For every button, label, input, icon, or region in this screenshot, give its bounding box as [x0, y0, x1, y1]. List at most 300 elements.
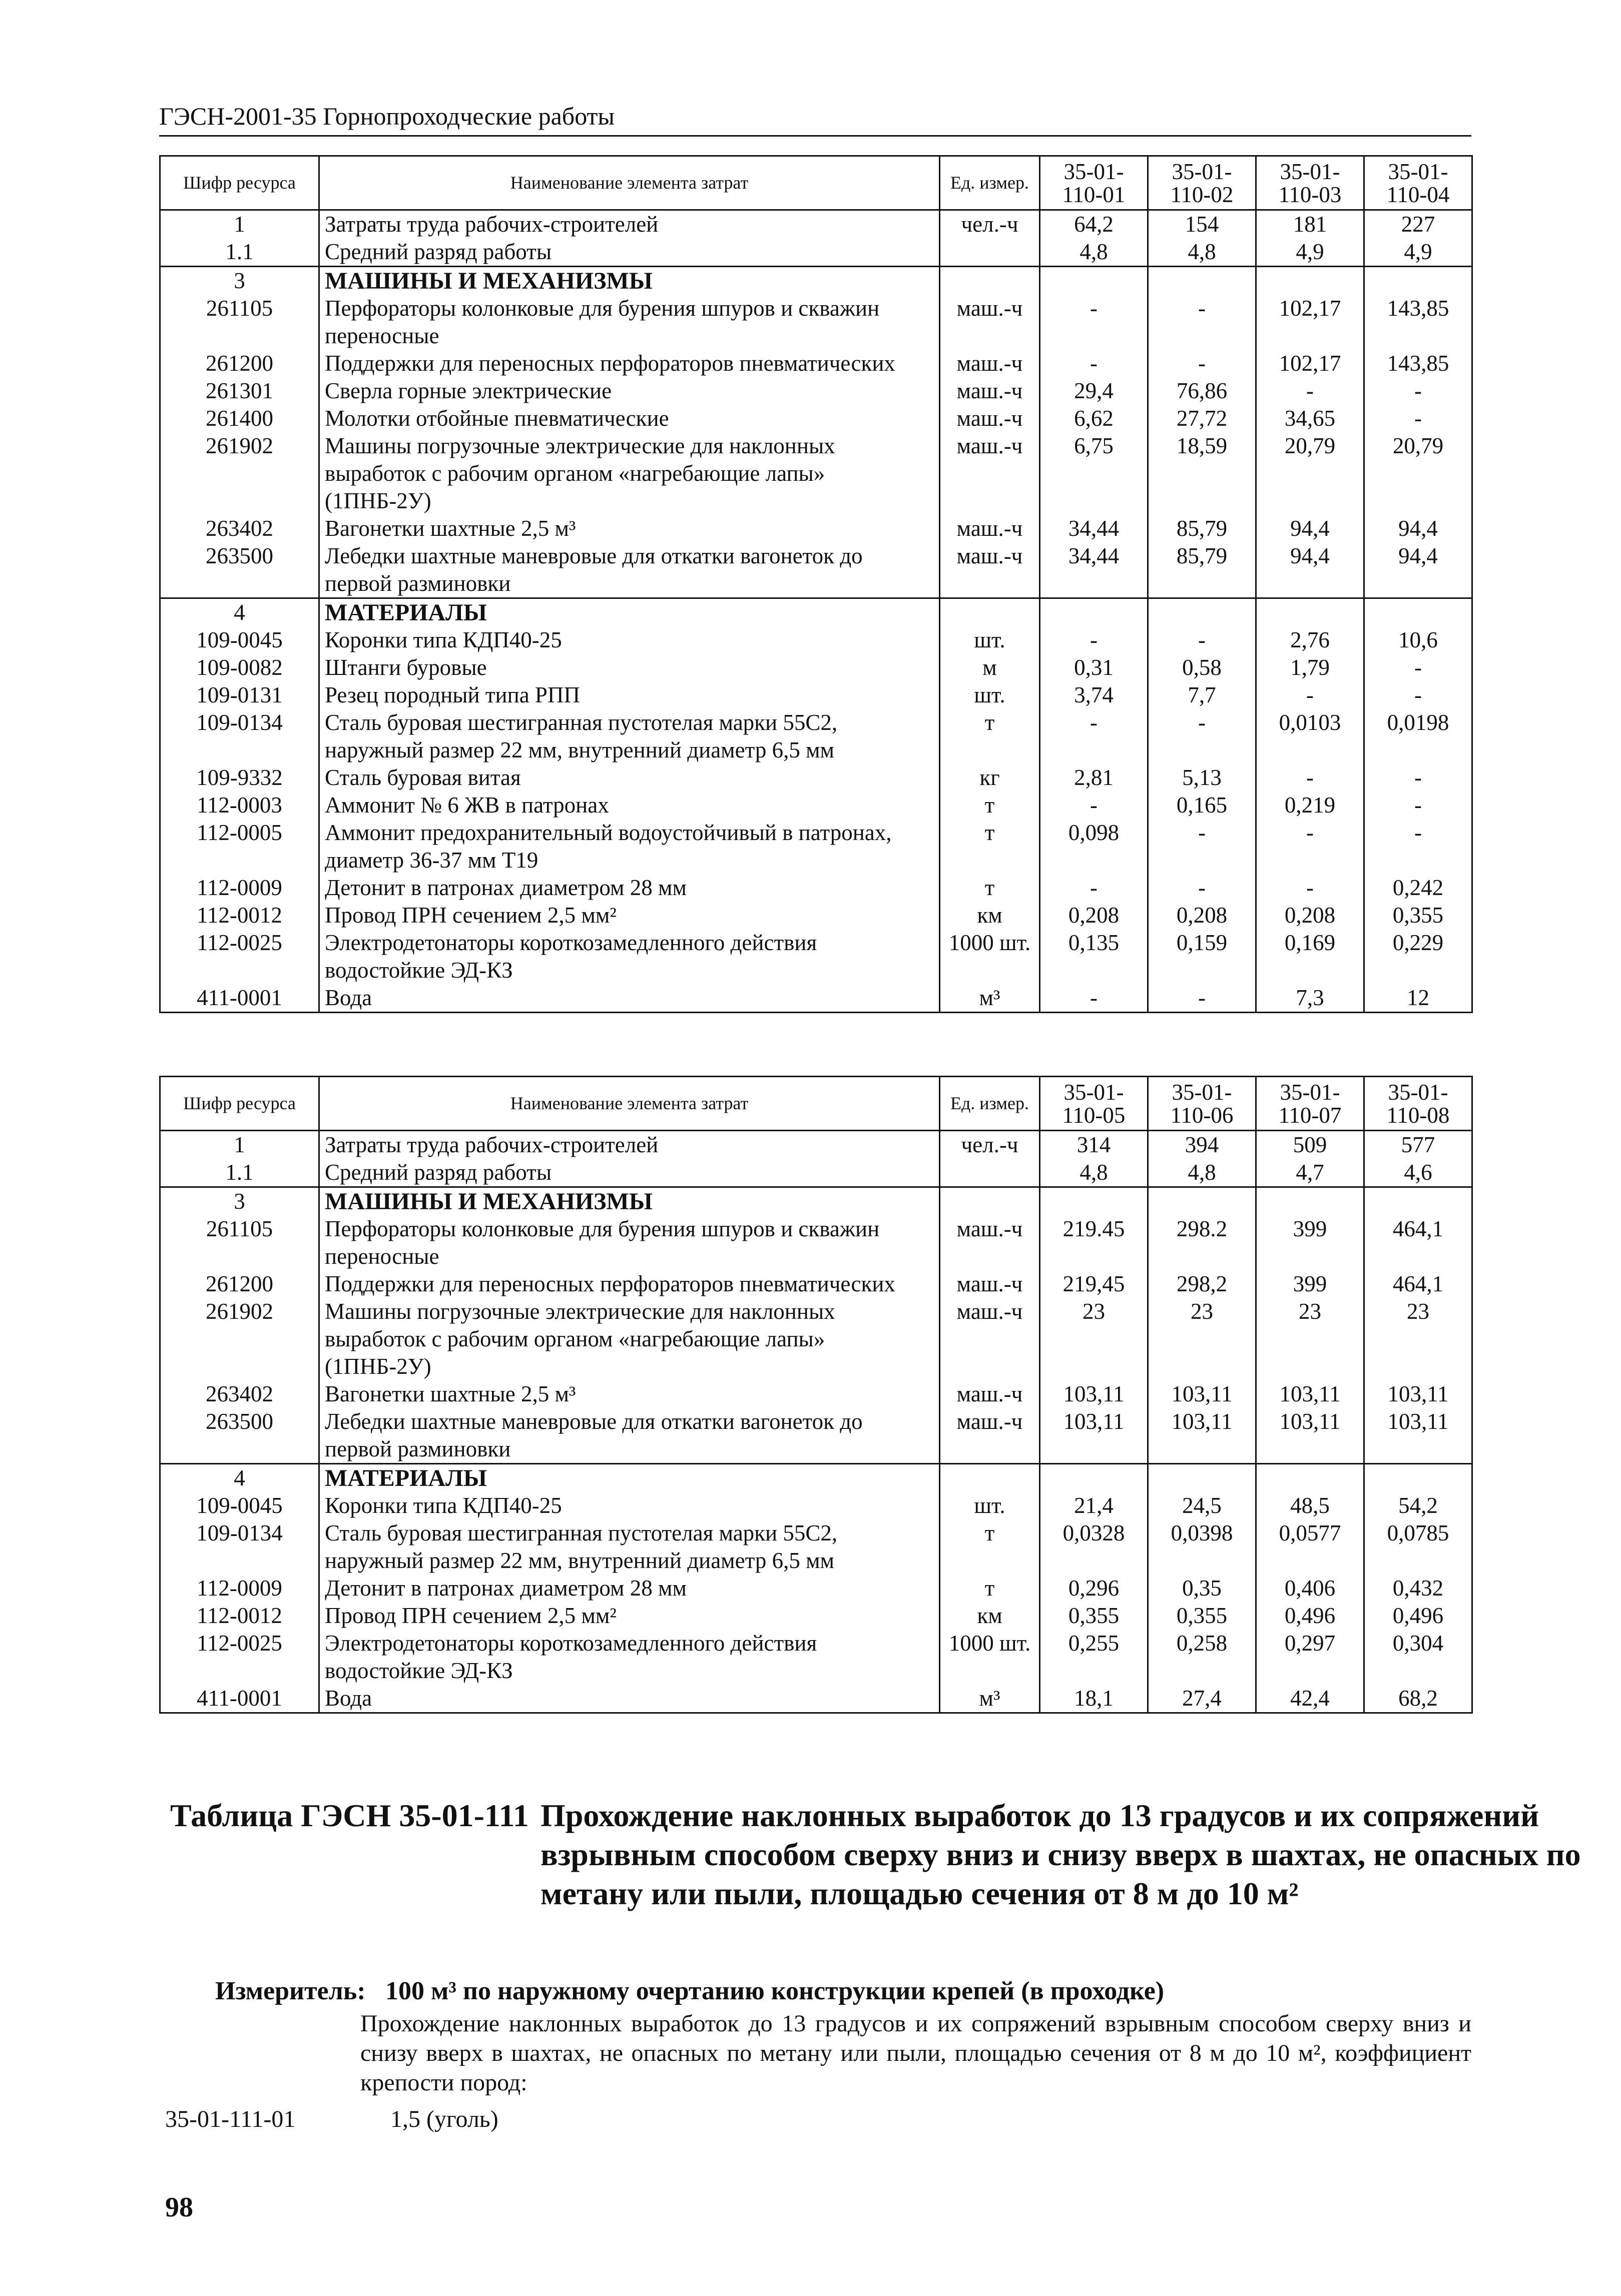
resource-value: 464,1: [1364, 1270, 1472, 1298]
resource-value: 85,79: [1148, 542, 1256, 598]
resource-name: Коронки типа КДП40-25: [319, 626, 940, 654]
resource-value: 314: [1040, 1131, 1148, 1159]
resource-unit: м³: [940, 1685, 1040, 1713]
resource-name: Машины погрузочные электрические для наклонных выработок с рабочим органом «нагребающие лапы» (1ПНБ-2У): [319, 432, 940, 515]
resource-value: 0,432: [1364, 1575, 1472, 1602]
resource-value: 298,2: [1148, 1270, 1256, 1298]
table-row: [160, 764, 1472, 792]
col-header-name: Наименование элемента затрат: [319, 1077, 940, 1131]
resource-unit: маш.-ч: [940, 405, 1040, 432]
resource-value: 143,85: [1364, 350, 1472, 377]
resource-value: 2,81: [1040, 764, 1148, 792]
resource-unit: маш.-ч: [940, 377, 1040, 405]
resource-value: 509: [1256, 1131, 1364, 1159]
resource-code: 261902: [160, 432, 319, 515]
resource-value: 4,8: [1040, 238, 1148, 267]
table-1-body: [160, 210, 1472, 1013]
resource-value: 42,4: [1256, 1685, 1364, 1713]
resource-value: -: [1364, 681, 1472, 709]
resource-value: 464,1: [1364, 1215, 1472, 1270]
resource-value: -: [1040, 626, 1148, 654]
resource-value: 154: [1148, 210, 1256, 239]
table-row: [160, 350, 1472, 377]
resource-value: -: [1040, 295, 1148, 350]
resource-value: -: [1040, 984, 1148, 1013]
resource-code: 1.1: [160, 238, 319, 267]
resource-unit: 1000 шт.: [940, 929, 1040, 984]
table-caption-text: Прохождение наклонных выработок до 13 градусов и их сопряжений взрывным способом сверху вниз и снизу вверх в шахтах, не опасных по метану или пыли, площадью сечения от 8 м до 10 м²: [541, 1798, 1581, 1911]
resource-code: 112-0003: [160, 792, 319, 819]
resource-value: -: [1040, 350, 1148, 377]
resource-code: 1: [160, 210, 319, 239]
table-row: [160, 681, 1472, 709]
resource-unit: [940, 1159, 1040, 1187]
resource-value: 0,0198: [1364, 709, 1472, 764]
resource-code: 112-0025: [160, 929, 319, 984]
resource-name: Лебедки шахтные маневровые для откатки вагонеток до первой разминовки: [319, 542, 940, 598]
resource-value: [1148, 598, 1256, 627]
resource-name: Вода: [319, 1685, 940, 1713]
resource-unit: т: [940, 1575, 1040, 1602]
resource-name: Затраты труда рабочих-строителей: [319, 1131, 940, 1159]
resource-value: 4,7: [1256, 1159, 1364, 1187]
resource-value: 143,85: [1364, 295, 1472, 350]
resource-unit: [940, 267, 1040, 295]
resource-value: 0,0398: [1148, 1519, 1256, 1575]
resource-value: 23: [1040, 1298, 1148, 1380]
col-header-rate: 35-01-110-06: [1148, 1077, 1256, 1131]
resource-code: 1.1: [160, 1159, 319, 1187]
resource-name: Поддержки для переносных перфораторов пневматических: [319, 1270, 940, 1298]
resource-name: Затраты труда рабочих-строителей: [319, 210, 940, 239]
resource-value: 34,65: [1256, 405, 1364, 432]
table-row: [160, 626, 1472, 654]
resource-table-2: [159, 1076, 1473, 1714]
resource-code: 261301: [160, 377, 319, 405]
resource-value: 0,208: [1148, 902, 1256, 929]
resource-value: 102,17: [1256, 295, 1364, 350]
col-header-unit: Ед. измер.: [940, 1077, 1040, 1131]
resource-value: 23: [1148, 1298, 1256, 1380]
resource-value: 54,2: [1364, 1492, 1472, 1519]
resource-value: 4,8: [1148, 1159, 1256, 1187]
resource-value: 48,5: [1256, 1492, 1364, 1519]
resource-value: 2,76: [1256, 626, 1364, 654]
resource-value: 219,45: [1040, 1270, 1148, 1298]
resource-value: 103,11: [1364, 1380, 1472, 1408]
resource-value: 0,208: [1040, 902, 1148, 929]
resource-value: 6,62: [1040, 405, 1148, 432]
resource-value: [1364, 598, 1472, 627]
resource-value: 18,1: [1040, 1685, 1148, 1713]
resource-value: 27,4: [1148, 1685, 1256, 1713]
resource-value: 298.2: [1148, 1215, 1256, 1270]
resource-value: 4,9: [1364, 238, 1472, 267]
resource-value: 0,0328: [1040, 1519, 1148, 1575]
resource-name: Вода: [319, 984, 940, 1013]
table-row: [160, 238, 1472, 267]
table-row: [160, 405, 1472, 432]
resource-value: 0,255: [1040, 1630, 1148, 1685]
resource-name: Сталь буровая витая: [319, 764, 940, 792]
section-row: [160, 267, 1472, 295]
resource-value: -: [1040, 709, 1148, 764]
table-row: [160, 432, 1472, 515]
resource-name: Штанги буровые: [319, 654, 940, 681]
resource-value: 0,165: [1148, 792, 1256, 819]
col-header-rate: 35-01-110-05: [1040, 1077, 1148, 1131]
table-row: [160, 377, 1472, 405]
resource-value: 23: [1256, 1298, 1364, 1380]
resource-value: 227: [1364, 210, 1472, 239]
resource-value: 94,4: [1256, 515, 1364, 542]
resource-unit: маш.-ч: [940, 350, 1040, 377]
resource-value: 0,355: [1040, 1602, 1148, 1630]
table-row: [160, 1215, 1472, 1270]
resource-value: 0,208: [1256, 902, 1364, 929]
resource-value: 399: [1256, 1270, 1364, 1298]
col-header-unit: Ед. измер.: [940, 156, 1040, 210]
col-header-rate: 35-01-110-07: [1256, 1077, 1364, 1131]
resource-code: 109-0045: [160, 1492, 319, 1519]
resource-unit: чел.-ч: [940, 210, 1040, 239]
resource-value: 4,8: [1040, 1159, 1148, 1187]
resource-value: 0,31: [1040, 654, 1148, 681]
resource-value: -: [1256, 819, 1364, 874]
table-row: [160, 792, 1472, 819]
resource-code: 263500: [160, 1408, 319, 1464]
resource-code: 109-0082: [160, 654, 319, 681]
table-row: [160, 1380, 1472, 1408]
resource-code: 261200: [160, 1270, 319, 1298]
table-row: [160, 1270, 1472, 1298]
table-row: [160, 654, 1472, 681]
resource-value: 0,0785: [1364, 1519, 1472, 1575]
resource-value: -: [1364, 405, 1472, 432]
resource-unit: т: [940, 792, 1040, 819]
resource-value: 34,44: [1040, 542, 1148, 598]
resource-value: 5,13: [1148, 764, 1256, 792]
resource-value: 0,496: [1256, 1602, 1364, 1630]
resource-code: 109-0134: [160, 1519, 319, 1575]
resource-value: -: [1148, 874, 1256, 902]
table-row: [160, 1630, 1472, 1685]
section-row: [160, 1187, 1472, 1216]
resource-name: Лебедки шахтные маневровые для откатки вагонеток до первой разминовки: [319, 1408, 940, 1464]
resource-code: 411-0001: [160, 1685, 319, 1713]
resource-unit: м: [940, 654, 1040, 681]
table-caption-label: Таблица ГЭСН 35-01-111: [170, 1798, 529, 1833]
resource-name: Вагонетки шахтные 2,5 м³: [319, 515, 940, 542]
resource-value: 0,098: [1040, 819, 1148, 874]
resource-name: Перфораторы колонковые для бурения шпуров и скважин переносные: [319, 295, 940, 350]
table-row: [160, 515, 1472, 542]
resource-unit: [940, 238, 1040, 267]
resource-value: 103,11: [1148, 1380, 1256, 1408]
resource-name: Электродетонаторы короткозамедленного действия водостойкие ЭД-КЗ: [319, 1630, 940, 1685]
resource-value: 24,5: [1148, 1492, 1256, 1519]
resource-code: 263402: [160, 1380, 319, 1408]
table-2-body: [160, 1131, 1472, 1713]
resource-value: 23: [1364, 1298, 1472, 1380]
resource-value: 103,11: [1148, 1408, 1256, 1464]
resource-value: 68,2: [1364, 1685, 1472, 1713]
resource-value: 94,4: [1256, 542, 1364, 598]
resource-value: 219.45: [1040, 1215, 1148, 1270]
resource-value: 0,296: [1040, 1575, 1148, 1602]
resource-unit: [940, 1187, 1040, 1216]
resource-value: [1040, 598, 1148, 627]
resource-unit: м³: [940, 984, 1040, 1013]
section-title: МАТЕРИАЛЫ: [319, 1464, 940, 1492]
resource-value: 0,0577: [1256, 1519, 1364, 1575]
resource-value: 3,74: [1040, 681, 1148, 709]
resource-value: 0,304: [1364, 1630, 1472, 1685]
resource-value: 85,79: [1148, 515, 1256, 542]
measure-label: Измеритель:: [215, 1977, 366, 2005]
resource-name: Перфораторы колонковые для бурения шпуров и скважин переносные: [319, 1215, 940, 1270]
running-header: ГЭСН-2001-35 Горнопроходческие работы: [159, 100, 1471, 137]
resource-value: 103,11: [1040, 1408, 1148, 1464]
resource-value: 399: [1256, 1215, 1364, 1270]
resource-code: 112-0012: [160, 902, 319, 929]
resource-unit: кг: [940, 764, 1040, 792]
resource-name: Сталь буровая шестигранная пустотелая марки 55С2, наружный размер 22 мм, внутренний диаметр 6,5 мм: [319, 709, 940, 764]
resource-unit: км: [940, 1602, 1040, 1630]
resource-code: 112-0005: [160, 819, 319, 874]
table-row: [160, 874, 1472, 902]
resource-code: 261105: [160, 295, 319, 350]
resource-value: 18,59: [1148, 432, 1256, 515]
resource-name: Средний разряд работы: [319, 1159, 940, 1187]
resource-value: -: [1364, 819, 1472, 874]
resource-value: -: [1148, 626, 1256, 654]
resource-code: 261902: [160, 1298, 319, 1380]
section-row: [160, 1464, 1472, 1492]
resource-value: -: [1364, 654, 1472, 681]
resource-name: Детонит в патронах диаметром 28 мм: [319, 874, 940, 902]
resource-value: 10,6: [1364, 626, 1472, 654]
resource-value: 29,4: [1040, 377, 1148, 405]
resource-unit: 1000 шт.: [940, 1630, 1040, 1685]
resource-code: 411-0001: [160, 984, 319, 1013]
resource-unit: шт.: [940, 681, 1040, 709]
resource-code: 261400: [160, 405, 319, 432]
resource-code: 263500: [160, 542, 319, 598]
table-row: [160, 1131, 1472, 1159]
resource-value: 181: [1256, 210, 1364, 239]
resource-value: 7,7: [1148, 681, 1256, 709]
resource-name: Средний разряд работы: [319, 238, 940, 267]
resource-value: 0,297: [1256, 1630, 1364, 1685]
resource-name: Вагонетки шахтные 2,5 м³: [319, 1380, 940, 1408]
table-row: [160, 929, 1472, 984]
resource-value: 94,4: [1364, 515, 1472, 542]
resource-code: 112-0012: [160, 1602, 319, 1630]
resource-value: 7,3: [1256, 984, 1364, 1013]
resource-name: Молотки отбойные пневматические: [319, 405, 940, 432]
section-title: МАШИНЫ И МЕХАНИЗМЫ: [319, 267, 940, 295]
resource-table-1: [159, 155, 1473, 1013]
resource-value: [1148, 1187, 1256, 1216]
resource-unit: чел.-ч: [940, 1131, 1040, 1159]
resource-value: -: [1364, 764, 1472, 792]
resource-value: 0,355: [1364, 902, 1472, 929]
resource-code: 4: [160, 598, 319, 627]
resource-value: 76,86: [1148, 377, 1256, 405]
section-title: МАТЕРИАЛЫ: [319, 598, 940, 627]
resource-value: 20,79: [1364, 432, 1472, 515]
table-row: [160, 1408, 1472, 1464]
resource-value: -: [1256, 681, 1364, 709]
table-row: [160, 709, 1472, 764]
resource-value: 34,44: [1040, 515, 1148, 542]
resource-name: Поддержки для переносных перфораторов пневматических: [319, 350, 940, 377]
work-description: Прохождение наклонных выработок до 13 градусов и их сопряжений взрывным способом сверху вниз и снизу вверх в шахтах, не опасных по метану или пыли, площадью сечения от 8 м до 10 м², коэффициент крепости пород:: [360, 2010, 1471, 2096]
resource-code: 109-0134: [160, 709, 319, 764]
resource-value: 577: [1364, 1131, 1472, 1159]
resource-unit: маш.-ч: [940, 542, 1040, 598]
section-row: [160, 598, 1472, 627]
table-row: [160, 819, 1472, 874]
resource-unit: маш.-ч: [940, 1408, 1040, 1464]
resource-name: Коронки типа КДП40-25: [319, 1492, 940, 1519]
resource-value: -: [1364, 792, 1472, 819]
col-header-rate: 35-01-110-03: [1256, 156, 1364, 210]
resource-unit: маш.-ч: [940, 1215, 1040, 1270]
resource-value: 94,4: [1364, 542, 1472, 598]
table-row: [160, 1575, 1472, 1602]
table-row: [160, 1602, 1472, 1630]
resource-value: -: [1148, 819, 1256, 874]
col-header-name: Наименование элемента затрат: [319, 156, 940, 210]
resource-value: 0,229: [1364, 929, 1472, 984]
resource-value: 103,11: [1256, 1408, 1364, 1464]
rate-item-text: 1,5 (уголь): [390, 2106, 498, 2132]
resource-value: 20,79: [1256, 432, 1364, 515]
resource-value: -: [1256, 377, 1364, 405]
resource-unit: т: [940, 819, 1040, 874]
resource-value: [1256, 267, 1364, 295]
table-row: [160, 1159, 1472, 1187]
resource-value: 102,17: [1256, 350, 1364, 377]
resource-value: 6,75: [1040, 432, 1148, 515]
col-header-rate: 35-01-110-01: [1040, 156, 1148, 210]
resource-value: 0,258: [1148, 1630, 1256, 1685]
resource-code: 3: [160, 267, 319, 295]
resource-code: 109-0045: [160, 626, 319, 654]
resource-unit: маш.-ч: [940, 1298, 1040, 1380]
resource-unit: шт.: [940, 1492, 1040, 1519]
resource-value: [1040, 1187, 1148, 1216]
resource-value: 0,355: [1148, 1602, 1256, 1630]
table-row: [160, 210, 1472, 239]
resource-name: Аммонит № 6 ЖВ в патронах: [319, 792, 940, 819]
resource-name: Детонит в патронах диаметром 28 мм: [319, 1575, 940, 1602]
resource-value: 4,8: [1148, 238, 1256, 267]
resource-value: [1148, 1464, 1256, 1492]
resource-code: 4: [160, 1464, 319, 1492]
resource-unit: км: [940, 902, 1040, 929]
resource-value: -: [1148, 984, 1256, 1013]
resource-value: 27,72: [1148, 405, 1256, 432]
col-header-rate: 35-01-110-02: [1148, 156, 1256, 210]
col-header-code: Шифр ресурса: [160, 156, 319, 210]
resource-unit: маш.-ч: [940, 432, 1040, 515]
resource-code: 263402: [160, 515, 319, 542]
resource-value: 0,0103: [1256, 709, 1364, 764]
resource-code: 112-0025: [160, 1630, 319, 1685]
resource-value: 0,406: [1256, 1575, 1364, 1602]
resource-code: 261105: [160, 1215, 319, 1270]
resource-value: 0,219: [1256, 792, 1364, 819]
resource-value: 0,35: [1148, 1575, 1256, 1602]
resource-value: 64,2: [1040, 210, 1148, 239]
resource-value: -: [1148, 295, 1256, 350]
table-row: [160, 542, 1472, 598]
resource-value: [1040, 267, 1148, 295]
resource-value: 0,135: [1040, 929, 1148, 984]
resource-unit: т: [940, 1519, 1040, 1575]
resource-value: [1364, 267, 1472, 295]
resource-value: [1364, 1464, 1472, 1492]
resource-value: 103,11: [1256, 1380, 1364, 1408]
resource-value: 394: [1148, 1131, 1256, 1159]
resource-value: 4,9: [1256, 238, 1364, 267]
measure-text: 100 м³ по наружному очертанию конструкции крепей (в проходке): [385, 1977, 1165, 2005]
resource-value: -: [1256, 764, 1364, 792]
page-number: 98: [165, 2192, 193, 2223]
resource-unit: т: [940, 709, 1040, 764]
resource-name: Аммонит предохранительный водоустойчивый в патронах, диаметр 36-37 мм Т19: [319, 819, 940, 874]
resource-value: 0,159: [1148, 929, 1256, 984]
resource-value: 0,242: [1364, 874, 1472, 902]
resource-value: 21,4: [1040, 1492, 1148, 1519]
resource-code: 3: [160, 1187, 319, 1216]
resource-value: [1256, 1464, 1364, 1492]
resource-name: Машины погрузочные электрические для наклонных выработок с рабочим органом «нагребающие лапы» (1ПНБ-2У): [319, 1298, 940, 1380]
table-row: [160, 1519, 1472, 1575]
resource-value: 0,169: [1256, 929, 1364, 984]
resource-value: 103,11: [1040, 1380, 1148, 1408]
resource-name: Сверла горные электрические: [319, 377, 940, 405]
resource-value: -: [1364, 377, 1472, 405]
resource-value: 4,6: [1364, 1159, 1472, 1187]
resource-unit: маш.-ч: [940, 295, 1040, 350]
resource-unit: [940, 598, 1040, 627]
resource-unit: маш.-ч: [940, 1380, 1040, 1408]
resource-unit: маш.-ч: [940, 515, 1040, 542]
resource-value: [1364, 1187, 1472, 1216]
resource-value: -: [1256, 874, 1364, 902]
resource-name: Сталь буровая шестигранная пустотелая марки 55С2, наружный размер 22 мм, внутренний диаметр 6,5 мм: [319, 1519, 940, 1575]
table-row: [160, 984, 1472, 1013]
table-row: [160, 295, 1472, 350]
resource-value: -: [1148, 709, 1256, 764]
rate-item-code: 35-01-111-01: [165, 2106, 296, 2132]
col-header-code: Шифр ресурса: [160, 1077, 319, 1131]
resource-value: [1040, 1464, 1148, 1492]
table-row: [160, 1685, 1472, 1713]
resource-value: [1148, 267, 1256, 295]
table-row: [160, 1298, 1472, 1380]
resource-value: -: [1040, 874, 1148, 902]
resource-value: -: [1148, 350, 1256, 377]
resource-unit: т: [940, 874, 1040, 902]
table-row: [160, 902, 1472, 929]
resource-value: 0,58: [1148, 654, 1256, 681]
resource-value: -: [1040, 792, 1148, 819]
